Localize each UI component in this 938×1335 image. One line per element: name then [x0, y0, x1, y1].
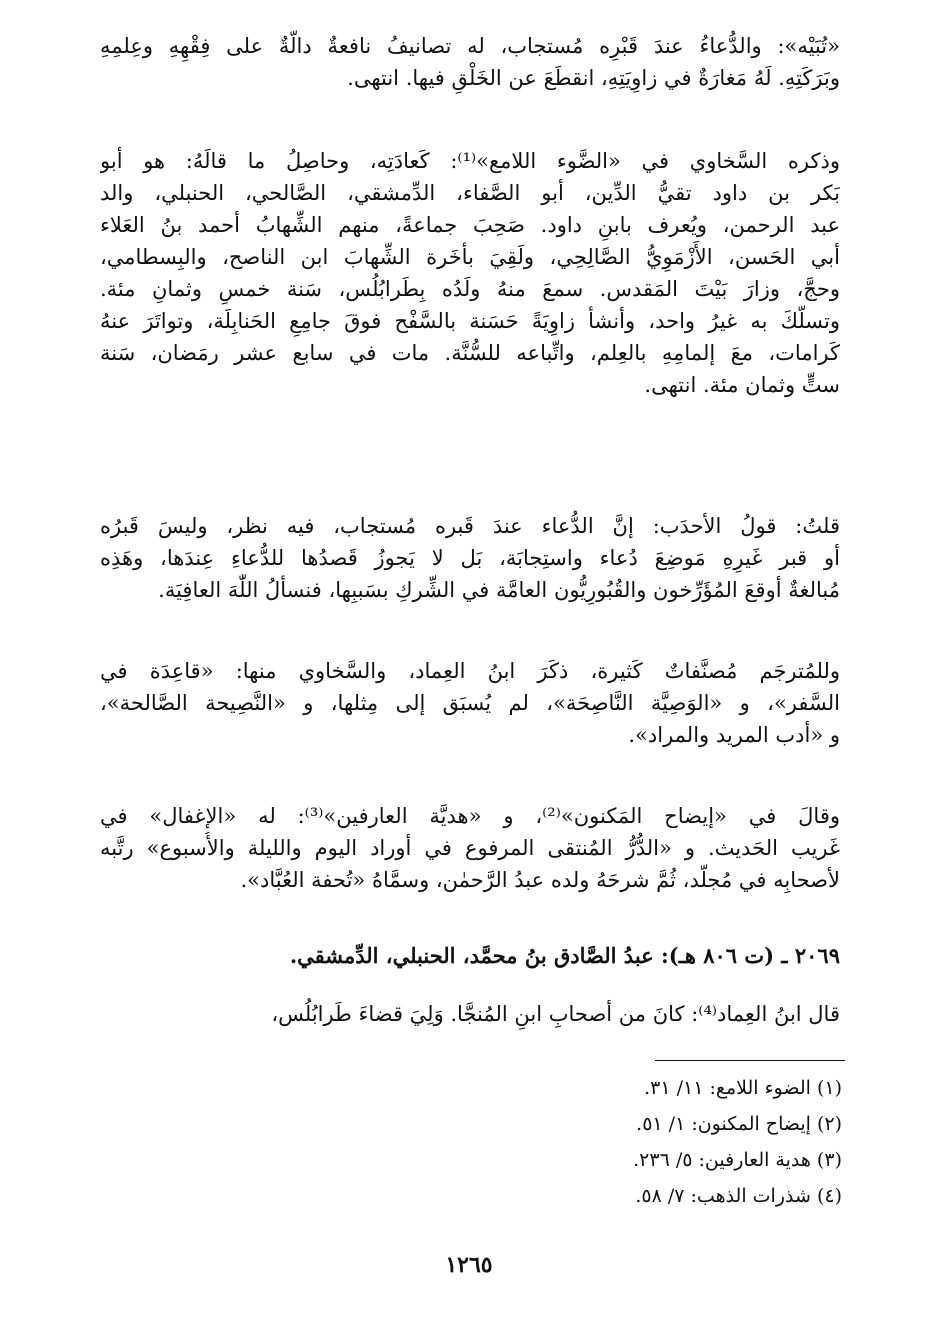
paragraph-tabih	[100, 30, 840, 94]
paragraph-ibn-imad	[100, 998, 840, 1030]
text-line: لأصحابِه في مُجلَّد، ثُمَّ شرحَهُ ولده عبدُ الرَّحمٰن، وسمَّاهُ «تُحفة العُبَّاد».	[240, 868, 840, 892]
footnote-4: (٤) شذرات الذهب: ٧/ ٥٨.	[635, 1185, 842, 1207]
text-line: و «أدب المريد والمراد».	[628, 723, 840, 747]
text-line: وقالَ في «إيضاح المَكنون»⁽²⁾، و «هديَّة العارفين»⁽³⁾: له «الإغفال» في	[100, 804, 840, 828]
text-line: أو قبر غَيرِهِ مَوضِعَ دُعاء واستِجابَة، بَل لا يَجوزُ قَصدُها للدُّعاءِ عِندَها، وهَذِه	[100, 546, 840, 570]
text-line: وللمُترجَم مُصنَّفاتٌ كَثيرة، ذكَرَ ابنُ العِماد، والسَّخاوي منها: «قاعِدَة في	[100, 659, 840, 683]
paragraph-qultu	[100, 510, 840, 606]
paragraph-works	[100, 655, 840, 751]
text-line: ستٍّ وثمان مئة. انتهى.	[644, 373, 840, 397]
footnote-3: (٣) هدية العارفين: ٥/ ٢٣٦.	[633, 1149, 842, 1171]
paragraph-idah	[100, 800, 840, 896]
text-line: غَريب الحَديث. و «الدُّرُّ المُنتقى المرفوع في أوراد اليوم والليلة والأُسبوع» رتَّبه	[100, 836, 840, 860]
text-line: عبد الرحمن، ويُعرف بابنِ داود. صَحِبَ جماعةً، منهم الشِّهابُ أحمد بنُ العَلاء	[100, 213, 840, 237]
text-line: قلتُ: قولُ الأحدَب: إنَّ الدُّعاء عندَ قَبره مُستجاب، فيه نظر، وليسَ قَبرُه	[100, 514, 840, 538]
text-line: «تُبَيْه»: والدُّعاءُ عندَ قَبْرِه مُستجاب، له تصانيفُ نافعةٌ دالَّةٌ على فِقْهِهِ وعِلمِهِ	[100, 34, 840, 58]
text-line: وبَرَكَتِهِ. لَهُ مَغارَةٌ في زاوِيَتِهِ، انقطَعَ عن الخَلْقِ فيها. انتهى.	[347, 66, 840, 90]
text-line: وحجَّ، وزارَ بَيْتَ المَقدس. سمعَ منهُ ولَدُه بِطَرابُلُس، سَنة خمسٍ وثمانِ مئة.	[100, 277, 840, 301]
text-line: بَكر بن داود تقيُّ الدِّين، أبو الصَّفاء، الدِّمشقي، الصَّالحي، الحنبلي، والد	[100, 181, 840, 205]
footnote-separator	[655, 1060, 845, 1061]
text-line: كَرامات، معَ إلمامِهِ بالعِلم، واتِّباعه للسُّنَّة. مات في سابع عشر رمَضان، سَنة	[100, 341, 840, 365]
page-number: ١٢٦٥	[445, 1252, 493, 1278]
text-line: قال ابنُ العِماد⁽⁴⁾: كانَ من أصحابِ ابنِ المُنجَّا. وَلِيَ قضاءَ طَرابُلُس،	[271, 1002, 840, 1026]
text-line: أبي الحَسن، الأَزْمَوِيُّ الصَّالِحِي، ولَقِيَ بأَخَرة الشِّهابَ ابن الناصح، والبِسطامي،	[100, 245, 840, 269]
footnote-2: (٢) إيضاح المكنون: ١/ ٥١.	[636, 1113, 842, 1135]
entry-heading-text: ٢٠٦٩ ـ (ت ٨٠٦ هـ): عبدُ الصَّادق بنُ محمَّد، الحنبلي، الدِّمشقي.	[289, 943, 840, 968]
entry-heading-2069	[100, 940, 840, 972]
footnote-1: (١) الضوء اللامع: ١١/ ٣١.	[644, 1077, 842, 1099]
text-line: مُبالغةٌ أوقعَ المُؤَرِّخون والقُبُورِيُّون العامَّة في الشِّركِ بسَببِها، فنسألُ اللّٰهَ العافِيَة.	[158, 578, 840, 602]
text-line: وذكره السَّخاوي في «الضَّوء اللامع»⁽¹⁾: كَعادَتِه، وحاصِلُ ما قالَهُ: هو أبو	[100, 149, 840, 173]
paragraph-sakhawi	[100, 145, 840, 401]
text-line: وتسلَّكَ به غيرُ واحد، وأنشأ زاوِيَةً حَسَنة بالسَّفْح فوقَ جامِعِ الحَنابِلَة، وتواتَرَ عنهُ	[100, 309, 840, 333]
text-line: السَّفر»، و «الوَصِيَّة النَّاصِحَة»، لم يُسبَق إلى مِثلها، و «النَّصِيحة الصَّالحة»،	[100, 691, 840, 715]
